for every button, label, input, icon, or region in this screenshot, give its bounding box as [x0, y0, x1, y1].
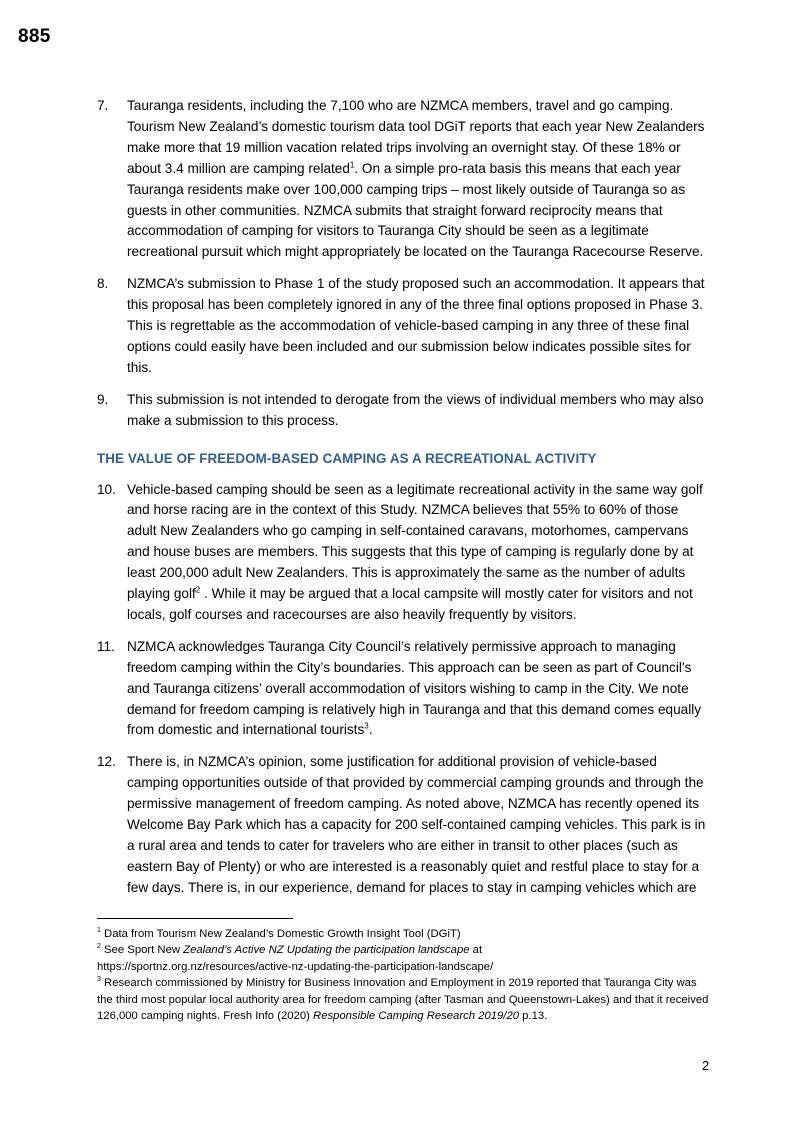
paragraph-number: 11. — [97, 638, 115, 654]
footnote-ref-1[interactable]: 1 — [349, 160, 355, 170]
paragraph-number: 12. — [97, 754, 116, 770]
footnote-mark: 1 — [97, 927, 101, 935]
footnote-text: Research commissioned by Ministry for Business Innovation and Employment in 2019 reported that Tauranga City was the third most popular local authority area for freedom camping (after Tasman and Queenstown-Lakes) and that it received 126,000 camping nights. Fresh Info (2020) — [97, 977, 709, 1023]
paragraph-12 — [97, 752, 711, 898]
footnote-text: Data from Tourism New Zealand’s Domestic Growth Insight Tool (DGiT) — [100, 928, 461, 940]
footnote-ref-2[interactable]: 2 — [195, 585, 201, 595]
paragraph-text-cont: . On a simple pro-rata basis this means that each year Tauranga residents make over 100,000 camping trips – most likely outside of Tauranga so as guests in other communities. NZMCA submits that straight forward reciprocity means that accommodation of camping for visitors to Tauranga City should be seen as a legitimate recreational pursuit which might appropriately be located on the Tauranga Racecourse Reserve. — [127, 160, 704, 260]
footnote-mark: 2 — [97, 943, 101, 951]
paragraph-number: 7. — [97, 98, 109, 113]
footnote-1 — [97, 926, 711, 942]
footnote-text: See Sport New — [100, 944, 184, 957]
paragraph-number: 9. — [97, 391, 109, 407]
paragraph-7 — [97, 96, 711, 263]
body-content — [97, 96, 711, 910]
footnote-2 — [97, 942, 711, 975]
paragraph-number: 10. — [97, 481, 116, 497]
page-number: 2 — [702, 1058, 710, 1073]
footnote-separator — [97, 918, 293, 919]
paragraph-text: Tauranga residents, including the 7,100 who are NZMCA members, travel and go camping. Tourism New Zealand’s domestic tourism data tool DGiT reports that each year New Zealanders make more that 19 million vacation related trips involving an overnight stay. Of these 18% or about 3.4 million are camping related — [127, 98, 705, 176]
paragraph-text: NZMCA’s submission to Phase 1 of the study proposed such an accommodation. It appears that this proposal has been completely ignored in any of the three final options proposed in Phase 3. This is regrettable as the accommodation of vehicle-based camping in any three of these final options could easily have been included and our submission below indicates possible sites for this. — [127, 276, 705, 375]
paragraph-9 — [97, 390, 711, 432]
footnote-title: Responsible Camping Research 2019/20 — [313, 1010, 520, 1023]
document-stamp-number: 885 — [18, 26, 51, 47]
paragraph-text: NZMCA acknowledges Tauranga City Council’s relatively permissive approach to managing freedom camping within the City’s boundaries. This approach can be seen as part of Council’s and Tauranga citizens’ overall accommodation of visitors wishing to camp in the City. We note demand for freedom camping is relatively high in Tauranga and that this demand comes equally from domestic and international tourists — [127, 638, 702, 738]
paragraph-text-cont: . — [368, 722, 373, 738]
section-heading: THE VALUE OF FREEDOM-BASED CAMPING AS A RECREATIONAL ACTIVITY — [97, 450, 597, 466]
paragraph-8 — [97, 274, 711, 379]
paragraph-text: There is, in NZMCA’s opinion, some justification for additional provision of vehicle-based camping opportunities outside of that provided by commercial camping grounds and through the permissive management of freedom camping. As noted above, NZMCA has recently opened its Welcome Bay Park which has a capacity for 200 self-contained camping vehicles. This park is in a rural area and tends to cater for travelers who are either in transit to other places (such as eastern Bay of Plenty) or who are interested is a reasonably quiet and restful place to stay for a few days. There is, in our experience, demand for places to stay in camping vehicles which are — [127, 754, 706, 895]
footnotes — [97, 926, 711, 1024]
paragraph-text-cont: . While it may be argued that a local campsite will mostly cater for visitors and not locals, golf courses and racecourses are also heavily frequently by visitors. — [127, 586, 693, 622]
footnote-title: Zealand’s Active NZ Updating the participation landscape — [183, 944, 470, 957]
footnote-text: p.13. — [519, 1010, 548, 1023]
footnote-mark: 3 — [97, 976, 101, 984]
paragraph-number: 8. — [97, 276, 109, 292]
paragraph-10 — [97, 480, 711, 626]
footnote-link[interactable]: https://sportnz.org.nz/resources/active-nz-updating-the-participation-landscape/ — [97, 960, 494, 973]
footnote-3 — [97, 975, 711, 1024]
footnote-ref-3[interactable]: 3 — [364, 721, 369, 731]
paragraph-text: Vehicle-based camping should be seen as a legitimate recreational activity in the same way golf and horse racing are in the context of this Study. NZMCA believes that 55% to 60% of those adult New Zealanders who go camping in self-contained caravans, motorhomes, campervans and house buses are members. This suggests that this type of camping is regularly done by at least 200,000 adult New Zealanders. This is approximately the same as the number of adults playing golf — [127, 481, 703, 602]
paragraph-text: This submission is not intended to derogate from the views of individual members who may also make a submission to this process. — [127, 391, 704, 428]
paragraph-11 — [97, 637, 711, 742]
footnote-text: at — [469, 944, 483, 957]
